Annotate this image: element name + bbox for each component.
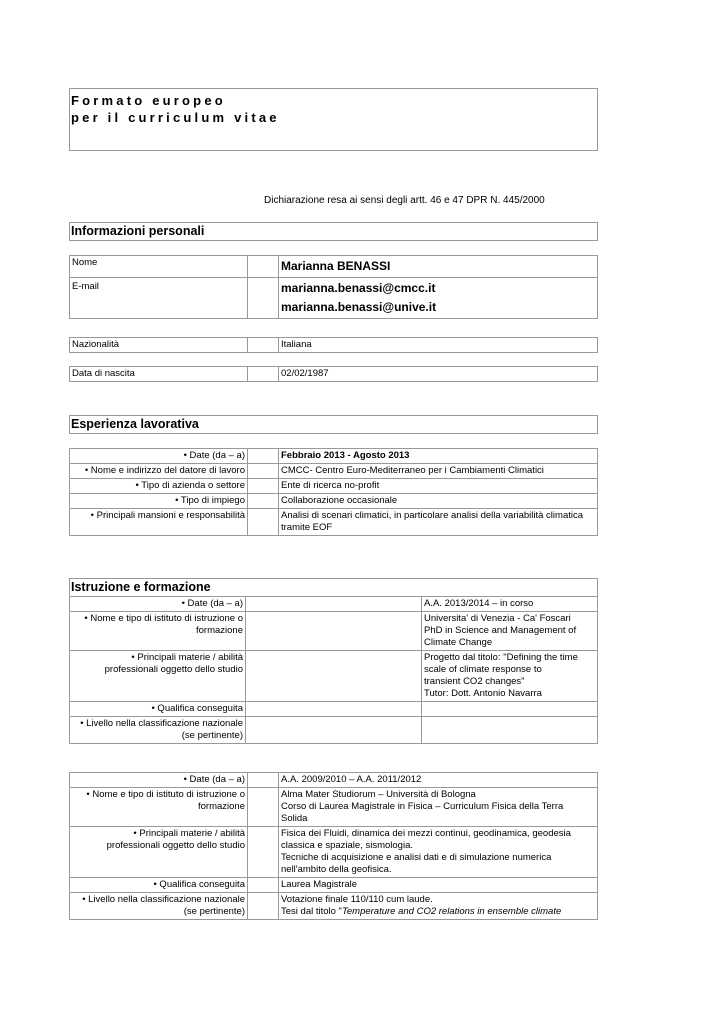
edu2-level-line2-italic: Temperature and CO2 relations in ensemble climate: [341, 906, 562, 917]
birth-value: 02/02/1987: [279, 367, 598, 382]
section-personal-info: Informazioni personali: [69, 222, 598, 241]
personal-table-name-email: [69, 255, 598, 319]
row-email: [70, 278, 598, 319]
cv-title-box: [69, 88, 598, 151]
personal-table-nationality: [69, 337, 598, 353]
edu2-subj-label-1: • Principali materie / abilità: [133, 828, 245, 839]
edu2-inst-line3: Solida: [281, 813, 308, 824]
exp-duties-label: • Principali mansioni e responsabilità: [70, 509, 248, 536]
edu2-level-label-2: (se pertinente): [183, 906, 245, 917]
edu2-qual-label: • Qualifica conseguita: [70, 878, 248, 893]
edu1-date-label: • Date (da – a): [70, 597, 246, 612]
table-row: [70, 788, 598, 827]
exp-date-label: • Date (da – a): [70, 449, 248, 464]
exp-employer-value: CMCC- Centro Euro-Mediterraneo per i Cambiamenti Climatici: [279, 464, 598, 479]
edu1-inst-label-2: formazione: [196, 625, 243, 636]
personal-table-birth: [69, 366, 598, 382]
exp-date-value: Febbraio 2013 - Agosto 2013: [279, 449, 598, 464]
exp-employer-label: • Nome e indirizzo del datore di lavoro: [70, 464, 248, 479]
declaration-text: Dichiarazione resa ai sensi degli artt. 46 e 47 DPR N. 445/2000: [264, 195, 545, 206]
edu1-date-value: A.A. 2013/2014 – in corso: [422, 597, 598, 612]
edu2-level-line2: [281, 906, 596, 918]
table-row: [70, 651, 598, 702]
edu2-date-label: • Date (da – a): [70, 773, 248, 788]
name-value: Marianna BENASSI: [281, 259, 391, 273]
edu1-level-label-2: (se pertinente): [181, 730, 243, 741]
edu2-subj-line2: classica e spaziale, sismologia.: [281, 840, 414, 851]
table-row: [70, 494, 598, 509]
edu1-subj-line1: Progetto dal titolo: "Defining the time scale of climate response to: [424, 652, 578, 675]
edu2-inst-label-2: formazione: [198, 801, 245, 812]
table-row: [70, 878, 598, 893]
row-name: [70, 256, 598, 278]
edu1-level-value: [422, 717, 598, 744]
edu1-level-label-1: • Livello nella classificazione nazionale: [80, 718, 243, 729]
cv-title-line1: Formato europeo: [71, 93, 226, 108]
edu2-level-line1: Votazione finale 110/110 cum laude.: [281, 894, 433, 905]
edu2-subj-line4: nell'ambito della geofisica.: [281, 864, 392, 875]
table-row: [70, 479, 598, 494]
experience-table: [69, 448, 598, 536]
edu2-inst-line1: Alma Mater Studiorum – Università di Bologna: [281, 789, 476, 800]
table-row: [70, 893, 598, 920]
edu2-inst-label-1: • Nome e tipo di istituto di istruzione o: [86, 789, 245, 800]
table-row: [70, 612, 598, 651]
edu1-subj-label-2: professionali oggetto dello studio: [104, 664, 243, 675]
table-row: [70, 773, 598, 788]
email-2[interactable]: marianna.benassi@unive.it: [281, 300, 437, 314]
nationality-value: Italiana: [279, 338, 598, 353]
edu1-inst-line1: Universita' di Venezia - Ca' Foscari: [424, 613, 571, 624]
row-birth: [70, 367, 598, 382]
table-row: [70, 717, 598, 744]
cv-title-line2: per il curriculum vitae: [71, 110, 280, 125]
table-row: [70, 579, 598, 597]
edu1-qual-value: [422, 702, 598, 717]
email-label: E-mail: [70, 278, 248, 319]
exp-duties-line2: tramite EOF: [281, 522, 333, 533]
table-row: [70, 827, 598, 878]
row-nationality: [70, 338, 598, 353]
edu1-subj-line3: Tutor: Dott. Antonio Navarra: [424, 688, 542, 699]
edu2-date-value: A.A. 2009/2010 – A.A. 2011/2012: [279, 773, 598, 788]
table-row: [70, 597, 598, 612]
edu2-inst-line2: Corso di Laurea Magistrale in Fisica – Curriculum Fisica della Terra: [281, 801, 564, 812]
exp-type-value: Collaborazione occasionale: [279, 494, 598, 509]
edu2-level-label-1: • Livello nella classificazione nazionale: [82, 894, 245, 905]
exp-sector-value: Ente di ricerca no-profit: [279, 479, 598, 494]
edu2-subj-line3: Tecniche di acquisizione e analisi dati e di simulazione numerica: [281, 852, 552, 863]
edu1-qual-label: • Qualifica conseguita: [70, 702, 246, 717]
email-1[interactable]: marianna.benassi@cmcc.it: [281, 281, 436, 295]
nationality-label: Nazionalità: [70, 338, 248, 353]
table-row: [70, 702, 598, 717]
exp-type-label: • Tipo di impiego: [70, 494, 248, 509]
edu1-subj-line2: transient CO2 changes": [424, 676, 525, 687]
exp-duties-line1: Analisi di scenari climatici, in particolare analisi della variabilità climatica: [281, 510, 584, 521]
table-row: [70, 449, 598, 464]
edu2-qual-value: Laurea Magistrale: [279, 878, 598, 893]
edu2-subj-label-2: professionali oggetto dello studio: [106, 840, 245, 851]
edu1-subj-label-1: • Principali materie / abilità: [131, 652, 243, 663]
section-education: Istruzione e formazione: [70, 579, 598, 597]
edu1-inst-label-1: • Nome e tipo di istituto di istruzione o: [84, 613, 243, 624]
edu2-subj-line1: Fisica dei Fluidi, dinamica dei mezzi continui, geodinamica, geodesia: [281, 828, 571, 839]
name-label: Nome: [70, 256, 248, 278]
exp-sector-label: • Tipo di azienda o settore: [70, 479, 248, 494]
edu1-inst-line2: PhD in Science and Management of Climate Change: [424, 625, 577, 648]
education-table-2: [69, 772, 598, 920]
birth-label: Data di nascita: [70, 367, 248, 382]
table-row: [70, 509, 598, 536]
education-table-1: [69, 578, 598, 744]
edu2-level-line2-plain: Tesi dal titolo ": [281, 906, 342, 917]
table-row: [70, 464, 598, 479]
section-experience: Esperienza lavorativa: [69, 415, 598, 434]
